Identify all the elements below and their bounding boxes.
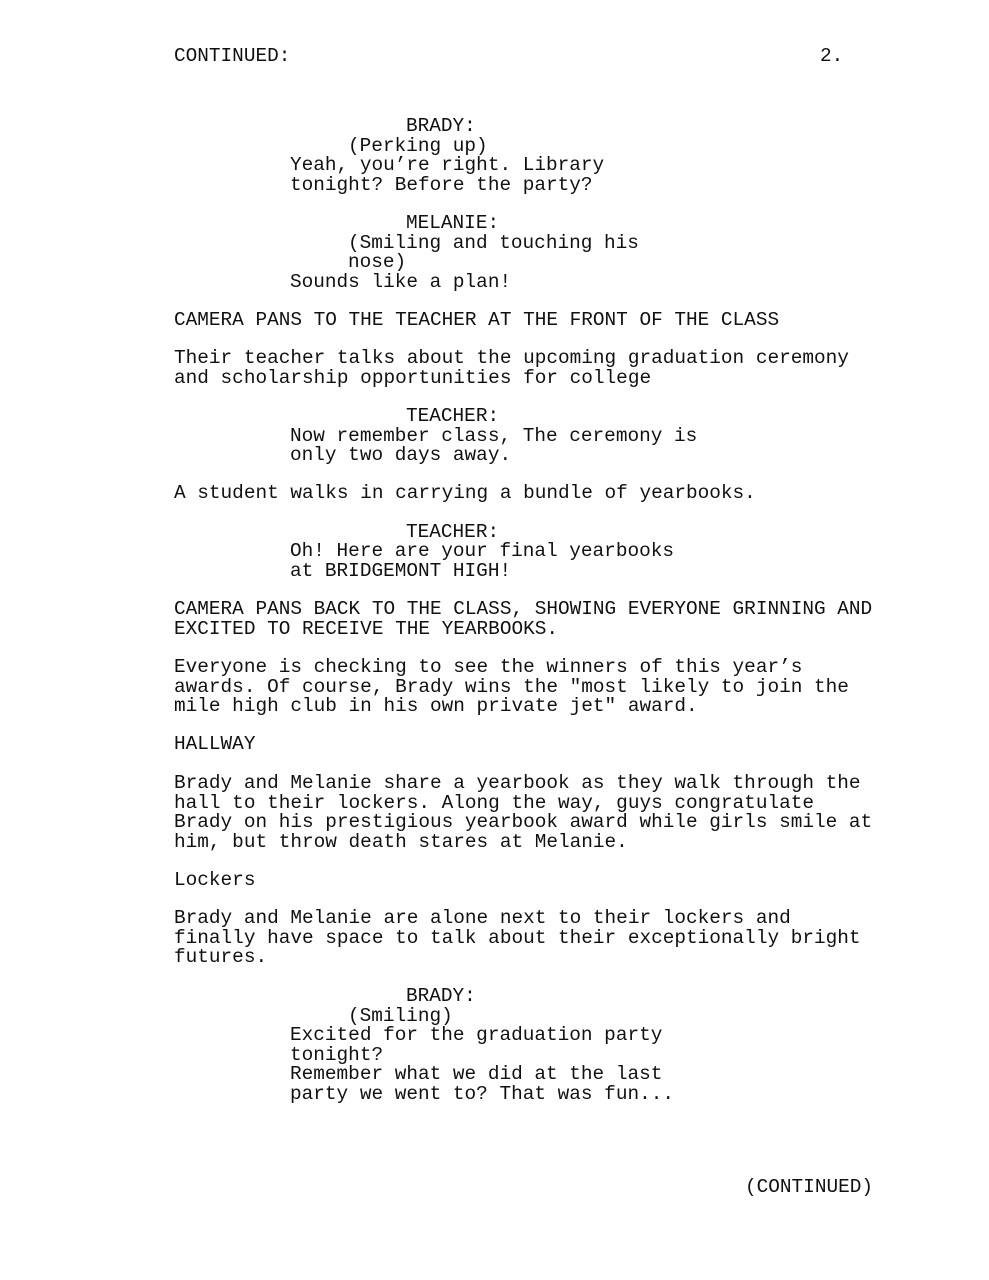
dialogue-line: Yeah, you’re right. Library: [290, 154, 605, 176]
character-name: TEACHER:: [406, 520, 500, 543]
scene-heading: Lockers: [174, 869, 256, 891]
action-line: him, but throw death stares at Melanie.: [174, 830, 628, 853]
scene-heading: HALLWAY: [174, 733, 256, 755]
action-line: CAMERA PANS BACK TO THE CLASS, SHOWING EVERYONE GRINNING AND: [174, 598, 873, 620]
action-line: Everyone is checking to see the winners of this year’s: [174, 656, 803, 678]
dialogue-line: Sounds like a plan!: [290, 270, 512, 293]
action-line: finally have space to talk about their exceptionally bright: [174, 926, 861, 949]
action-line: Brady and Melanie share a yearbook as they walk through the: [174, 772, 861, 794]
action-line: Brady and Melanie are alone next to their lockers and: [174, 907, 791, 929]
action-line: hall to their lockers. Along the way, guys congratulate: [174, 791, 814, 814]
dialogue-line: at BRIDGEMONT HIGH!: [290, 559, 512, 582]
parenthetical: nose): [348, 251, 407, 273]
parenthetical: (Smiling): [348, 1004, 453, 1027]
dialogue-line: Remember what we did at the last: [290, 1063, 663, 1085]
action-line: CAMERA PANS TO THE TEACHER AT THE FRONT OF THE CLASS: [174, 308, 780, 331]
action-line: EXCITED TO RECEIVE THE YEARBOOKS.: [174, 617, 558, 640]
character-name: BRADY:: [406, 115, 476, 137]
dialogue-line: only two days away.: [290, 444, 512, 466]
dialogue-line: party we went to? That was fun...: [290, 1082, 674, 1105]
action-line: and scholarship opportunities for college: [174, 366, 652, 389]
page-number: 2.: [820, 45, 844, 67]
dialogue-line: Now remember class, The ceremony is: [290, 424, 698, 447]
character-name: MELANIE:: [406, 212, 500, 234]
action-line: A student walks in carrying a bundle of yearbooks.: [174, 482, 756, 504]
action-line: futures.: [174, 946, 268, 968]
character-name: BRADY:: [406, 985, 476, 1007]
dialogue-line: Oh! Here are your final yearbooks: [290, 540, 674, 562]
parenthetical: (Smiling and touching his: [348, 231, 639, 254]
action-line: Their teacher talks about the upcoming graduation ceremony: [174, 347, 849, 369]
dialogue-line: tonight? Before the party?: [290, 173, 593, 196]
footer-continued-label: (CONTINUED): [745, 1176, 873, 1198]
dialogue-line: tonight?: [290, 1043, 384, 1066]
character-name: TEACHER:: [406, 405, 500, 427]
dialogue-line: Excited for the graduation party: [290, 1024, 663, 1046]
action-line: Brady on his prestigious yearbook award while girls smile at: [174, 811, 873, 833]
action-line: awards. Of course, Brady wins the "most likely to join the: [174, 675, 849, 698]
action-line: mile high club in his own private jet" award.: [174, 695, 698, 717]
parenthetical: (Perking up): [348, 134, 488, 157]
header-continued-label: CONTINUED:: [174, 45, 291, 67]
